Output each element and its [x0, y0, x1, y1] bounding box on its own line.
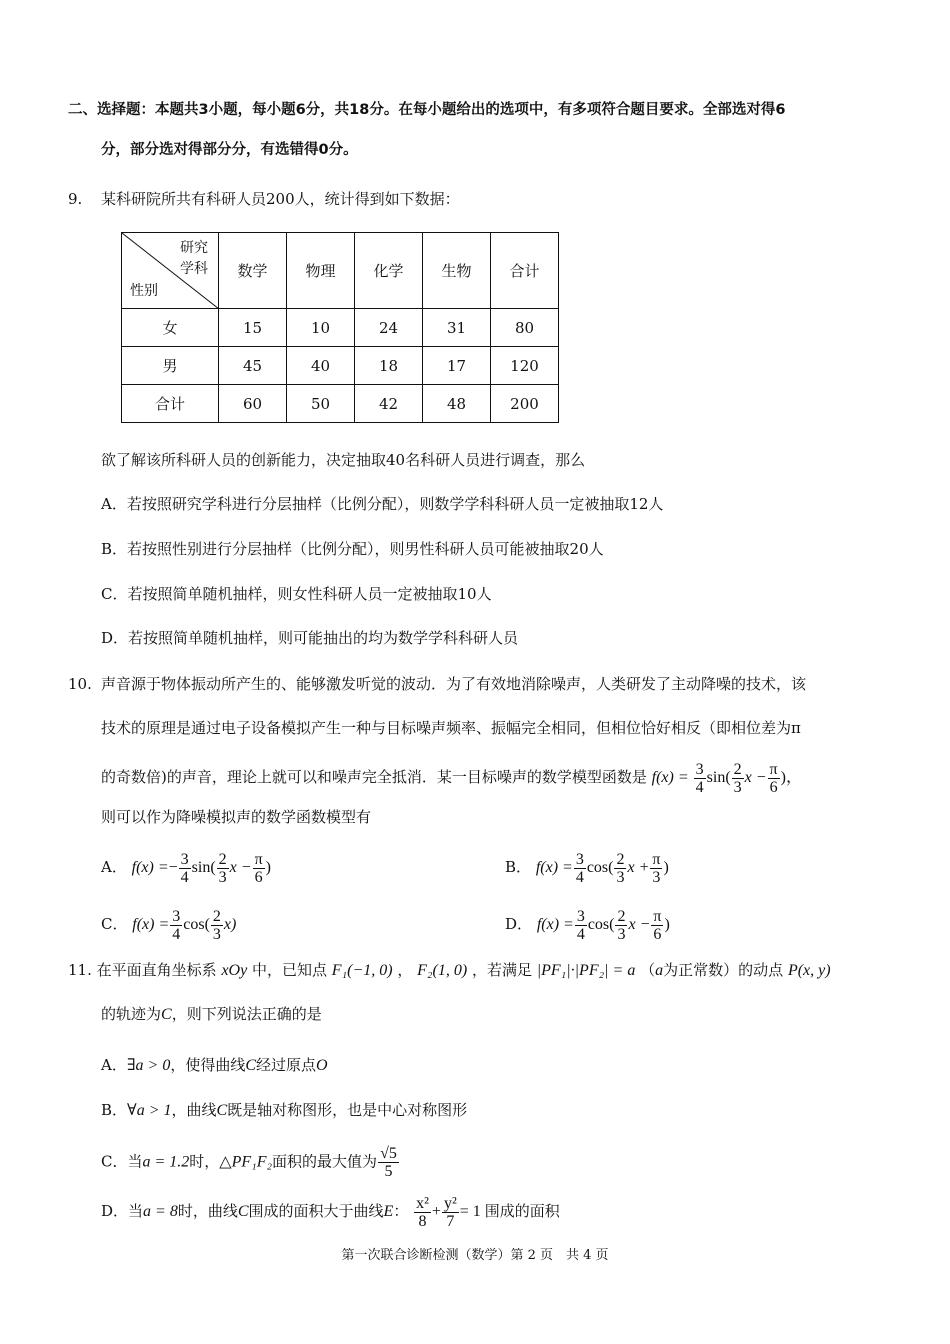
fraction — [442, 1195, 459, 1230]
var-c: C — [161, 1006, 172, 1023]
table-header-cell: 合计 — [491, 233, 559, 309]
frac-den: 3 — [218, 869, 227, 886]
frac-den: 3 — [617, 926, 626, 943]
fraction — [768, 761, 780, 796]
table-cell: 15 — [219, 309, 287, 347]
frac-num: 2 — [212, 908, 221, 925]
table-row-label: 女 — [122, 309, 219, 347]
option-text: 围成的面积大于曲线 — [248, 1202, 384, 1221]
option-label: B． — [505, 858, 532, 877]
table-cell: 42 — [355, 385, 423, 423]
table-header-cell: 生物 — [423, 233, 491, 309]
frac-den: 6 — [769, 779, 778, 796]
close-paren: ) — [663, 859, 669, 877]
option-label: D． — [505, 915, 533, 934]
option-math: ∃a > 0 — [126, 1057, 171, 1074]
q11-text: ，则下列说法正确的是 — [171, 1005, 322, 1023]
var-a: a — [655, 962, 664, 979]
q9-option-a: A．若按照研究学科进行分层抽样（比例分配），则数学学科科研人员一定被抽取12人 — [101, 495, 664, 513]
fraction — [732, 761, 744, 796]
table-row-label: 男 — [122, 347, 219, 385]
cos-fn: cos( — [586, 859, 614, 877]
q11-text: 为正常数）的动点 — [663, 961, 784, 979]
table-cell: 120 — [491, 347, 559, 385]
q11-text: （ — [640, 961, 656, 979]
option-math: a = 8 — [143, 1203, 178, 1221]
fraction — [575, 908, 587, 943]
frac-den: 5 — [384, 1163, 393, 1180]
q10-line1: 声音源于物体振动所产生的、能够激发听觉的波动．为了有效地消除噪声，人类研发了主动降噪的技术，该 — [101, 675, 807, 693]
fraction — [614, 851, 626, 886]
frac-num: π — [653, 908, 662, 925]
option-text: 既是轴对称图形，也是中心对称图形 — [227, 1101, 468, 1119]
frac-num: y² — [443, 1195, 457, 1212]
frac-den: 3 — [616, 869, 625, 886]
option-text: 时， — [189, 1152, 220, 1171]
q10-option-a — [101, 851, 271, 886]
var-o: O — [316, 1057, 328, 1074]
q11-line1 — [68, 960, 831, 981]
corner-label-subject: 学科 — [180, 261, 208, 277]
fraction — [651, 908, 663, 943]
fraction — [615, 908, 627, 943]
frac-den: 3 — [652, 869, 661, 886]
table-corner-cell — [122, 233, 219, 309]
table-cell: 80 — [491, 309, 559, 347]
table-cell: 48 — [423, 385, 491, 423]
fx-label: f(x) = — [535, 859, 573, 877]
option-math: ∀a > 1 — [127, 1102, 172, 1119]
option-label: C．当 — [101, 1152, 143, 1171]
frac-den: 6 — [653, 926, 662, 943]
frac-den: 6 — [254, 869, 263, 886]
table-cell: 50 — [287, 385, 355, 423]
close-paren: ) — [265, 859, 271, 877]
close-paren: ) — [664, 916, 670, 934]
fraction — [211, 908, 223, 943]
minus-sign: − — [168, 859, 178, 877]
var-c: C — [237, 1203, 249, 1221]
point-f1: F₁(−1, 0) — [331, 962, 393, 979]
page-footer: 第一次联合诊断检测（数学）第 2 页 共 4 页 — [341, 1248, 609, 1263]
table-row — [122, 309, 559, 347]
q9-option-b: B．若按照性别进行分层抽样（比例分配），则男性科研人员可能被抽取20人 — [101, 540, 604, 558]
q10-option-c — [101, 908, 236, 943]
fx-label: f(x) = — [131, 859, 169, 877]
triangle-math: △PF₁F₂ — [219, 1153, 273, 1171]
frac-num: π — [254, 851, 263, 868]
x-minus: x − — [628, 916, 651, 934]
table-header-cell: 化学 — [355, 233, 423, 309]
option-formula — [535, 851, 669, 886]
q10-line2: 技术的原理是通过电子设备模拟产生一种与目标噪声频率、振幅完全相同，但相位恰好相反（即相位差为π — [101, 719, 801, 737]
q9-follow-text: 欲了解该所科研人员的创新能力，决定抽取40名科研人员进行调查，那么 — [101, 451, 586, 469]
frac-den: 4 — [172, 926, 181, 943]
frac-num: 2 — [616, 851, 625, 868]
option-formula — [536, 908, 670, 943]
q9-option-c: C．若按照简单随机抽样，则女性科研人员一定被抽取10人 — [101, 585, 492, 603]
q9-stem: 某科研院所共有科研人员200人，统计得到如下数据： — [101, 190, 460, 208]
q11-option-c — [101, 1145, 400, 1180]
cos-fn: cos( — [183, 916, 210, 934]
table-cell: 31 — [423, 309, 491, 347]
q10-target-function — [651, 761, 802, 796]
fraction — [253, 851, 265, 886]
q11-option-b — [101, 1100, 467, 1121]
q11-text: 在平面直角坐标系 — [96, 961, 217, 979]
frac-den: 4 — [695, 779, 704, 796]
x-minus: x − — [229, 859, 252, 877]
table-cell: 200 — [491, 385, 559, 423]
section-header-line1: 二、选择题：本题共3小题，每小题6分，共18分。在每小题给出的选项中，有多项符合题目要求。全部选对得6 — [68, 102, 786, 118]
q11-text: ， — [397, 961, 413, 979]
q11-number: 11. — [68, 961, 92, 979]
table-cell: 17 — [423, 347, 491, 385]
var-c: C — [216, 1102, 228, 1119]
table-cell: 10 — [287, 309, 355, 347]
frac-num: 2 — [617, 908, 626, 925]
fx-label: f(x) = — [536, 916, 574, 934]
fraction — [414, 1195, 431, 1230]
var-e: E — [383, 1203, 394, 1221]
fraction — [217, 851, 229, 886]
option-label: A． — [101, 1056, 127, 1074]
frac-num: 3 — [180, 851, 189, 868]
plus-sign: + — [431, 1203, 441, 1221]
section-header-line2: 分，部分选对得部分分，有选错得0分。 — [101, 142, 358, 158]
q10-option-b — [505, 851, 669, 886]
option-formula — [132, 908, 237, 943]
point-p: P(x, y) — [787, 962, 831, 979]
q11-option-a — [101, 1055, 328, 1076]
option-label: B． — [101, 1101, 128, 1119]
comma: ， — [785, 769, 802, 787]
frac-den: 3 — [733, 779, 742, 796]
q10-line3-text: 的奇数倍)的声音，理论上就可以和噪声完全抵消．某一目标噪声的数学模型函数是 — [101, 768, 647, 787]
sin-fn: sin( — [706, 769, 731, 787]
corner-label-gender: 性别 — [130, 283, 158, 299]
q11-text: 中，已知点 — [251, 961, 327, 979]
fraction — [650, 851, 662, 886]
option-label: C． — [101, 915, 128, 934]
frac-num: 3 — [695, 761, 704, 778]
point-f2: F₂(1, 0) — [417, 962, 468, 979]
frac-den: 4 — [180, 869, 189, 886]
option-math: a = 1.2 — [142, 1153, 190, 1171]
fraction — [170, 908, 182, 943]
table-cell: 40 — [287, 347, 355, 385]
table-row — [122, 347, 559, 385]
option-text: ： — [393, 1202, 409, 1221]
sin-fn: sin( — [191, 859, 216, 877]
table-row-label: 合计 — [122, 385, 219, 423]
cos-fn: cos( — [587, 916, 615, 934]
frac-den: 4 — [575, 869, 584, 886]
option-text: 围成的面积 — [484, 1202, 560, 1221]
frac-num: π — [769, 761, 778, 778]
frac-num: 2 — [733, 761, 742, 778]
frac-num: √5 — [380, 1145, 397, 1162]
q10-line4: 则可以作为降噪模拟声的数学函数模型有 — [101, 808, 372, 826]
table-cell: 60 — [219, 385, 287, 423]
frac-num: x² — [416, 1195, 429, 1212]
q11-text: 的轨迹为 — [101, 1005, 162, 1023]
q11-option-d — [101, 1195, 560, 1230]
option-text: 经过原点 — [256, 1056, 317, 1074]
q11-text: ，若满足 — [471, 961, 532, 979]
frac-den: 3 — [212, 926, 221, 943]
x-plus: x + — [627, 859, 650, 877]
frac-num: 3 — [172, 908, 181, 925]
fx-label: f(x) = — [132, 916, 170, 934]
ellipse-equation — [413, 1195, 485, 1230]
frac-num: 2 — [218, 851, 227, 868]
q10-option-d — [505, 908, 670, 943]
close-paren: ) — [780, 769, 786, 787]
fraction — [694, 761, 706, 796]
option-formula — [131, 851, 271, 886]
q11-line2 — [101, 1004, 322, 1025]
option-text: 面积的最大值为 — [272, 1152, 378, 1171]
frac-den: 8 — [418, 1213, 427, 1230]
x-close: x) — [223, 916, 237, 934]
q9-number: 9. — [68, 190, 83, 208]
q10-line3 — [101, 761, 802, 796]
option-label: D．当 — [101, 1202, 144, 1221]
q9-data-table — [121, 232, 559, 423]
frac-num: 3 — [576, 908, 585, 925]
option-text: ，曲线 — [171, 1101, 217, 1119]
frac-num: 3 — [575, 851, 584, 868]
q10-number: 10. — [68, 675, 92, 693]
fx-label: f(x) = — [651, 769, 689, 787]
table-cell: 45 — [219, 347, 287, 385]
frac-num: π — [652, 851, 661, 868]
frac-den: 4 — [576, 926, 585, 943]
frac-den: 7 — [446, 1213, 455, 1230]
var-c: C — [245, 1057, 257, 1074]
table-header-cell: 物理 — [287, 233, 355, 309]
table-cell: 24 — [355, 309, 423, 347]
fraction — [378, 1145, 399, 1180]
option-text: ，使得曲线 — [170, 1056, 246, 1074]
fraction — [179, 851, 191, 886]
option-text: 时，曲线 — [177, 1202, 238, 1221]
table-header-cell: 数学 — [219, 233, 287, 309]
option-label: A． — [101, 858, 127, 877]
table-cell: 18 — [355, 347, 423, 385]
corner-label-research: 研究 — [180, 240, 208, 256]
table-row — [122, 385, 559, 423]
q9-option-d: D．若按照简单随机抽样，则可能抽出的均为数学学科科研人员 — [101, 629, 519, 647]
x-minus: x − — [744, 769, 767, 787]
equals-one: = 1 — [459, 1203, 481, 1221]
q11-math: xOy — [221, 962, 248, 979]
fraction — [574, 851, 586, 886]
q11-condition: |PF₁|·|PF₂| = a — [536, 962, 636, 979]
